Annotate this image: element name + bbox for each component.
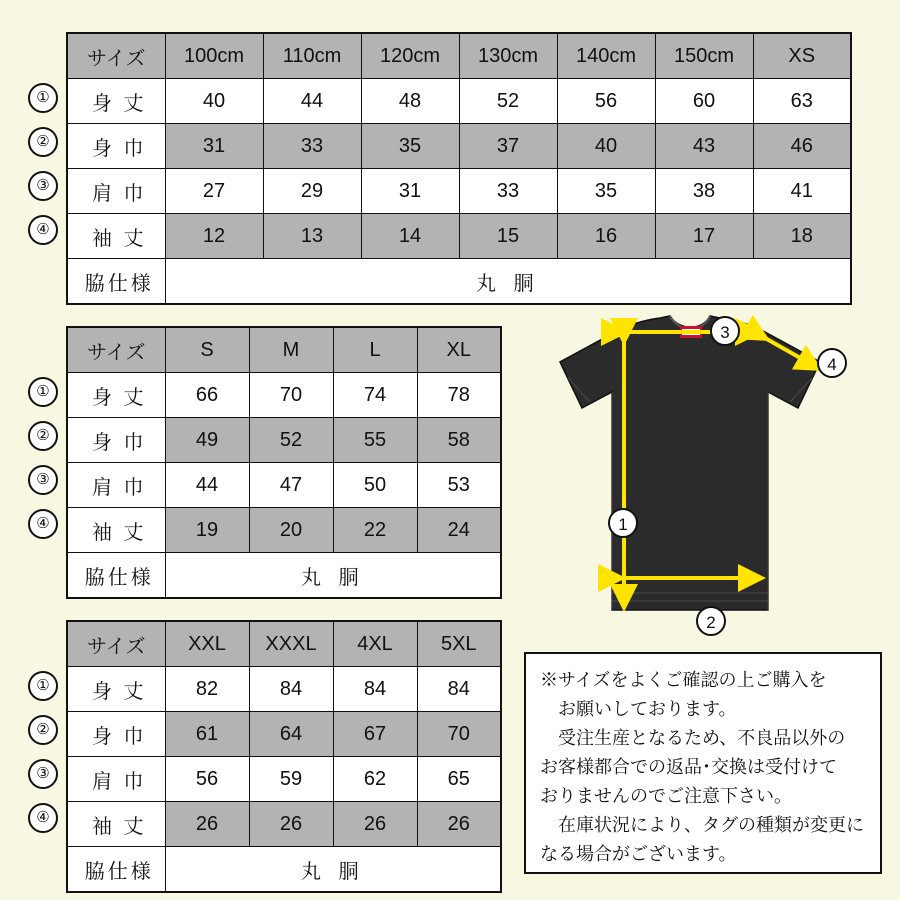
table-cell: 40: [557, 124, 655, 169]
table-row: [67, 667, 501, 712]
row-label: 身 巾: [67, 418, 165, 463]
notice-line: おりませんのでご注意下さい。: [540, 786, 792, 806]
table-row: [67, 79, 851, 124]
row-marker: ②: [28, 127, 58, 157]
table-cell: 46: [753, 124, 851, 169]
table-cell: 47: [249, 463, 333, 508]
table-cell: 16: [557, 214, 655, 259]
table-cell: 84: [333, 667, 417, 712]
table-cell: 64: [249, 712, 333, 757]
table-row: [67, 757, 501, 802]
diagram-marker-2: 2: [696, 606, 726, 636]
table-cell: 63: [753, 79, 851, 124]
table-cell: 67: [333, 712, 417, 757]
row-marker: ①: [28, 83, 58, 113]
table-cell: 84: [417, 667, 501, 712]
table-cell: 38: [655, 169, 753, 214]
row-marker: ④: [28, 215, 58, 245]
table-cell: 44: [263, 79, 361, 124]
table-cell: 33: [459, 169, 557, 214]
table-cell: 41: [753, 169, 851, 214]
column-header: 140cm: [557, 33, 655, 79]
row-marker: ①: [28, 671, 58, 701]
shirt-body: [560, 316, 820, 610]
table-cell: 13: [263, 214, 361, 259]
column-header: XXXL: [249, 621, 333, 667]
table-cell: 17: [655, 214, 753, 259]
table-header-row: [67, 327, 501, 373]
table-cell: 31: [165, 124, 263, 169]
table-cell: 56: [557, 79, 655, 124]
table-cell: 40: [165, 79, 263, 124]
table-cell: 59: [249, 757, 333, 802]
row-label: 袖 丈: [67, 508, 165, 553]
column-header: サイズ: [67, 33, 165, 79]
table-cell: 26: [165, 802, 249, 847]
diagram-marker-4: 4: [817, 348, 847, 378]
table-header-row: [67, 621, 501, 667]
column-header: XS: [753, 33, 851, 79]
row-label: 身 丈: [67, 667, 165, 712]
table-cell: 26: [249, 802, 333, 847]
column-header: XXL: [165, 621, 249, 667]
table-cell: 29: [263, 169, 361, 214]
table-cell: 52: [249, 418, 333, 463]
table-cell: 66: [165, 373, 249, 418]
row-marker: ③: [28, 465, 58, 495]
table-cell: 58: [417, 418, 501, 463]
table-cell: 31: [361, 169, 459, 214]
table-cell: 20: [249, 508, 333, 553]
table-row: [67, 802, 501, 847]
tshirt-measurement-diagram: [520, 310, 890, 650]
row-label: 袖 丈: [67, 214, 165, 259]
table-cell: 26: [417, 802, 501, 847]
adult-size-table: [66, 326, 502, 599]
table-row: [67, 463, 501, 508]
table-row: [67, 373, 501, 418]
table-header-row: [67, 33, 851, 79]
row-label: 身 巾: [67, 124, 165, 169]
notice-line: なる場合がございます。: [540, 844, 737, 864]
table-cell: 56: [165, 757, 249, 802]
table-cell: 27: [165, 169, 263, 214]
row-label: 身 丈: [67, 79, 165, 124]
column-header: 4XL: [333, 621, 417, 667]
row-label: 身 巾: [67, 712, 165, 757]
row-marker-column-3: [28, 620, 58, 840]
row-label: 肩 巾: [67, 463, 165, 508]
row-marker: ②: [28, 421, 58, 451]
table-row: [67, 214, 851, 259]
table-cell: 70: [417, 712, 501, 757]
table-cell: 53: [417, 463, 501, 508]
row-marker-column-2: [28, 326, 58, 546]
row-label: 肩 巾: [67, 169, 165, 214]
row-marker: ④: [28, 509, 58, 539]
table-cell: 18: [753, 214, 851, 259]
table-cell: 24: [417, 508, 501, 553]
table-row: [67, 508, 501, 553]
table-cell: 33: [263, 124, 361, 169]
table-cell: 19: [165, 508, 249, 553]
table-cell: 12: [165, 214, 263, 259]
table-cell: 50: [333, 463, 417, 508]
diagram-marker-1: 1: [608, 508, 638, 538]
table-row: [67, 124, 851, 169]
column-header: 5XL: [417, 621, 501, 667]
table-cell: 37: [459, 124, 557, 169]
row-marker-column-1: [28, 32, 58, 252]
table-cell: 65: [417, 757, 501, 802]
row-label: 肩 巾: [67, 757, 165, 802]
table-row: [67, 712, 501, 757]
kids-size-table: [66, 32, 852, 305]
table-cell: 35: [557, 169, 655, 214]
row-label: 脇仕様: [67, 259, 165, 305]
table-footer-row: [67, 847, 501, 893]
row-marker: ②: [28, 715, 58, 745]
table-cell: 35: [361, 124, 459, 169]
column-header: M: [249, 327, 333, 373]
table-row: [67, 418, 501, 463]
row-label: 脇仕様: [67, 847, 165, 893]
table-footer-row: [67, 259, 851, 305]
column-header: サイズ: [67, 327, 165, 373]
row-marker: ③: [28, 171, 58, 201]
table-cell-merged: 丸 胴: [165, 847, 501, 893]
column-header: 120cm: [361, 33, 459, 79]
column-header: L: [333, 327, 417, 373]
big-size-table: [66, 620, 502, 893]
table-cell: 14: [361, 214, 459, 259]
table-cell: 26: [333, 802, 417, 847]
table-cell: 48: [361, 79, 459, 124]
notice-line: 受注生産となるため、不良品以外の: [558, 728, 846, 748]
notice-line: お願いしております。: [558, 699, 737, 719]
column-header: 100cm: [165, 33, 263, 79]
table-cell: 22: [333, 508, 417, 553]
table-cell: 60: [655, 79, 753, 124]
table-cell: 49: [165, 418, 249, 463]
table-cell: 52: [459, 79, 557, 124]
table-cell: 43: [655, 124, 753, 169]
table-cell: 62: [333, 757, 417, 802]
row-marker: ①: [28, 377, 58, 407]
table-cell: 74: [333, 373, 417, 418]
table-cell-merged: 丸 胴: [165, 553, 501, 599]
row-label: 袖 丈: [67, 802, 165, 847]
column-header: 130cm: [459, 33, 557, 79]
table-cell: 61: [165, 712, 249, 757]
row-marker: ④: [28, 803, 58, 833]
notice-line: お客様都合での返品･交換は受付けて: [540, 757, 837, 777]
notice-line: ※サイズをよくご確認の上ご購入を: [540, 670, 827, 690]
notice-box: [524, 652, 882, 874]
row-label: 身 丈: [67, 373, 165, 418]
table-cell: 78: [417, 373, 501, 418]
row-label: 脇仕様: [67, 553, 165, 599]
table-cell: 82: [165, 667, 249, 712]
table-cell: 44: [165, 463, 249, 508]
table-cell: 70: [249, 373, 333, 418]
table-row: [67, 169, 851, 214]
row-marker: ③: [28, 759, 58, 789]
table-cell: 84: [249, 667, 333, 712]
table-cell: 15: [459, 214, 557, 259]
table-cell-merged: 丸 胴: [165, 259, 851, 305]
column-header: 150cm: [655, 33, 753, 79]
column-header: S: [165, 327, 249, 373]
table-footer-row: [67, 553, 501, 599]
column-header: サイズ: [67, 621, 165, 667]
table-cell: 55: [333, 418, 417, 463]
column-header: 110cm: [263, 33, 361, 79]
diagram-marker-3: 3: [710, 316, 740, 346]
column-header: XL: [417, 327, 501, 373]
notice-line: 在庫状況により、タグの種類が変更に: [558, 815, 864, 835]
